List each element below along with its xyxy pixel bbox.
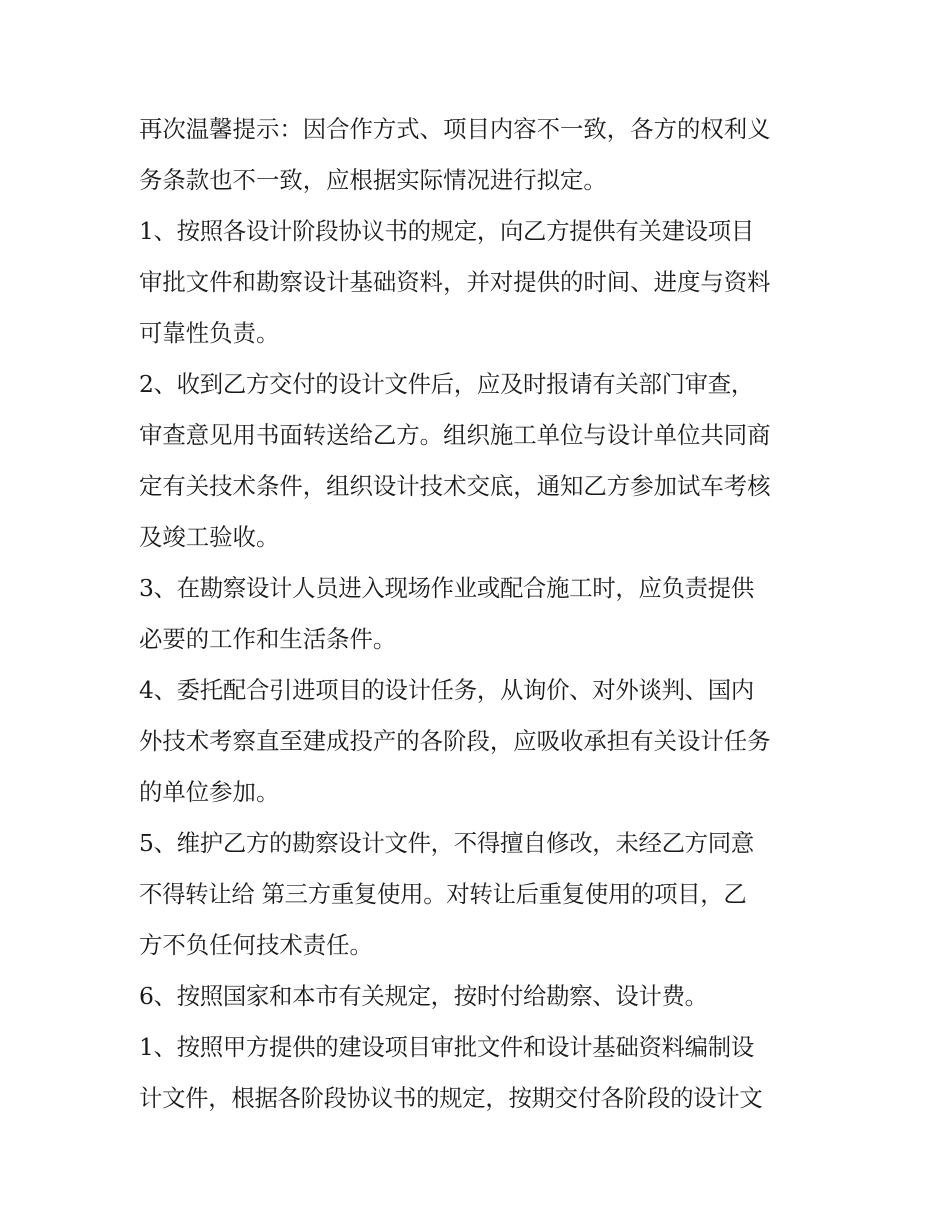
text-line: 必要的工作和生活条件。 [139,625,397,653]
text-line: 1、按照甲方提供的建设项目审批文件和设计基础资料编制设 [139,1033,754,1061]
text-line: 5、维护乙方的勘察设计文件，不得擅自修改，未经乙方同意 [139,829,754,857]
document-body [139,104,815,1124]
text-line: 3、在勘察设计人员进入现场作业或配合施工时，应负责提供 [139,574,754,602]
text-line: 的单位参加。 [139,778,280,806]
text-line: 审批文件和勘察设计基础资料，并对提供的时间、进度与资料 [139,268,771,296]
text-line: 务条款也不一致，应根据实际情况进行拟定。 [139,166,607,194]
text-line: 1、按照各设计阶段协议书的规定，向乙方提供有关建设项目 [139,217,754,245]
text-line: 可靠性负责。 [139,319,280,347]
text-line: 方不负任何技术责任。 [139,931,373,959]
text-line: 外技术考察直至建成投产的各阶段，应吸收承担有关设计任务 [139,727,771,755]
text-line: 2、收到乙方交付的设计文件后，应及时报请有关部门审查， [139,370,754,398]
text-line: 定有关技术条件，组织设计技术交底，通知乙方参加试车考核 [139,472,771,500]
text-line: 审查意见用书面转送给乙方。组织施工单位与设计单位共同商 [139,421,771,449]
text-line: 不得转让给 第三方重复使用。对转让后重复使用的项目，乙 [139,880,747,908]
text-line: 再次温馨提示：因合作方式、项目内容不一致，各方的权利义 [139,115,771,143]
text-line: 4、委托配合引进项目的设计任务，从询价、对外谈判、国内 [139,676,754,704]
text-line: 6、按照国家和本市有关规定，按时付给勘察、设计费。 [139,982,708,1010]
text-line: 及竣工验收。 [139,523,280,551]
text-line: 计文件，根据各阶段协议书的规定，按期交付各阶段的设计文 [139,1084,763,1112]
